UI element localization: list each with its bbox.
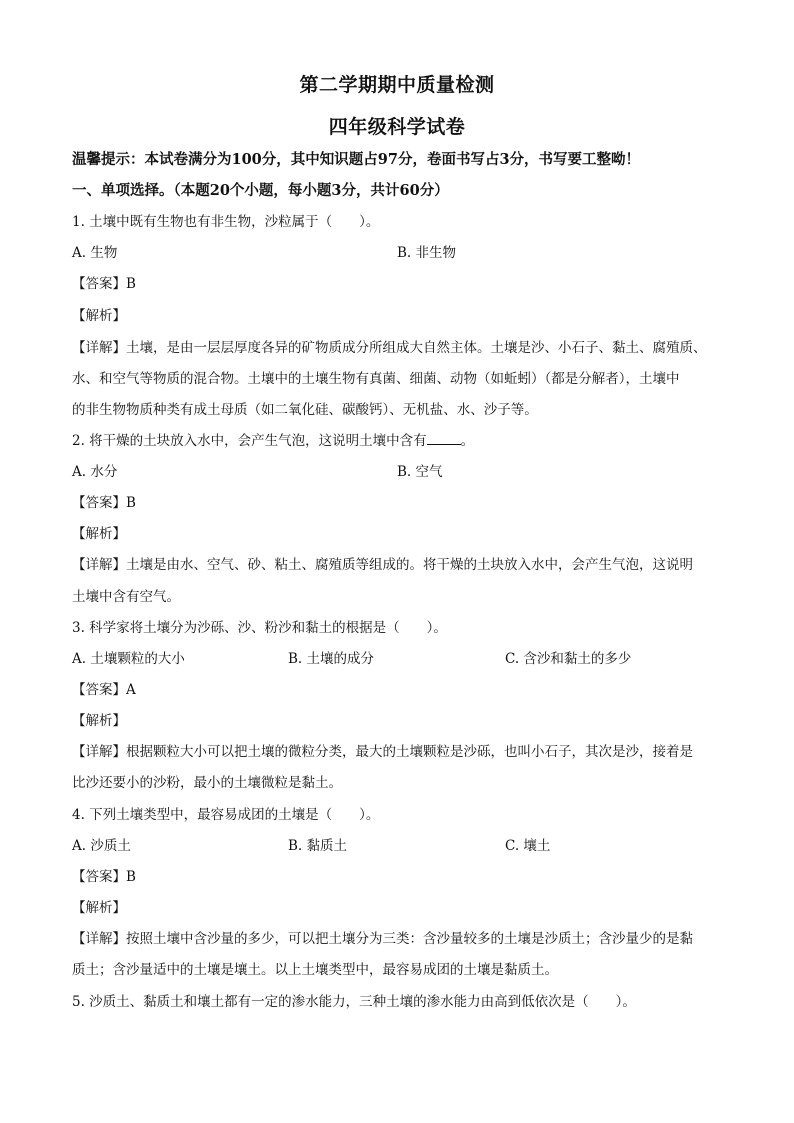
- question-2-option-a: A. 水分: [72, 464, 118, 480]
- question-3-option-a: A. 土壤颗粒的大小: [72, 651, 185, 667]
- question-2-detail-line-2: 土壤中含有空气。: [72, 589, 180, 605]
- question-3-option-c: C. 含沙和黏土的多少: [505, 651, 632, 667]
- question-4-option-b: B. 黏质土: [288, 838, 348, 854]
- question-2-stem: [72, 431, 732, 451]
- question-3-stem: 3. 科学家将土壤分为沙砾、沙、粉沙和黏土的根据是（ ）。: [72, 620, 447, 636]
- answer-blank: [427, 432, 461, 445]
- section-heading: 一、单项选择。（本题20个小题，每小题3分，共计60分）: [72, 182, 449, 199]
- question-4-option-c: C. 壤土: [505, 838, 551, 854]
- exam-subtitle: 四年级科学试卷: [328, 116, 466, 138]
- question-1-detail-line-3: 的非生物物质种类有成土母质（如二氧化硅、碳酸钙）、无机盐、水、沙子等。: [72, 402, 538, 418]
- question-2-detail-line-1: 【详解】土壤是由水、空气、砂、粘土、腐殖质等组成的。将干燥的土块放入水中，会产生气泡，这说明: [72, 557, 693, 573]
- question-1-option-b: B. 非生物: [397, 245, 457, 261]
- question-3-detail-line-2: 比沙还要小的沙粉，最小的土壤微粒是黏土。: [72, 775, 342, 791]
- question-3-analysis: 【解析】: [72, 713, 126, 729]
- question-1-answer: 【答案】B: [72, 276, 136, 292]
- question-3-answer: 【答案】A: [72, 682, 136, 698]
- question-2-answer: 【答案】B: [72, 495, 136, 511]
- question-4-detail-line-2: 质土；含沙量适中的土壤是壤土。以上土壤类型中，最容易成团的土壤是黏质土。: [72, 962, 558, 978]
- question-4-answer: 【答案】B: [72, 869, 136, 885]
- question-4-option-a: A. 沙质土: [72, 838, 131, 854]
- question-4-analysis: 【解析】: [72, 900, 126, 916]
- question-1-detail-line-1: 【详解】土壤，是由一层层厚度各异的矿物质成分所组成大自然主体。土壤是沙、小石子、黏土、腐殖质、: [72, 340, 707, 356]
- question-4-detail-line-1: 【详解】按照土壤中含沙量的多少，可以把土壤分为三类：含沙量较多的土壤是沙质土；含沙量少的是黏: [72, 931, 693, 947]
- question-1-analysis: 【解析】: [72, 308, 126, 324]
- question-5-stem: 5. 沙质土、黏质土和壤土都有一定的渗水能力，三种土壤的渗水能力由高到低依次是（ ）。: [72, 994, 636, 1010]
- question-2-option-b: B. 空气: [397, 464, 443, 480]
- question-2-stem-end: 。: [460, 433, 475, 449]
- question-3-option-b: B. 土壤的成分: [288, 651, 375, 667]
- question-1-stem: 1. 土壤中既有生物也有非生物，沙粒属于（ ）。: [72, 214, 380, 230]
- question-2-stem-text: 2. 将干燥的土块放入水中，会产生气泡，这说明土壤中含有: [72, 433, 427, 449]
- question-1-option-a: A. 生物: [72, 245, 118, 261]
- notice-text: 温馨提示：本试卷满分为100分，其中知识题占97分，卷面书写占3分，书写要工整呦！: [72, 151, 641, 168]
- exam-title: 第二学期期中质量检测: [299, 74, 495, 96]
- question-4-stem: 4. 下列土壤类型中，最容易成团的土壤是（ ）。: [72, 807, 380, 823]
- question-3-detail-line-1: 【详解】根据颗粒大小可以把土壤的微粒分类，最大的土壤颗粒是沙砾，也叫小石子，其次是沙，接着是: [72, 744, 693, 760]
- question-1-detail-line-2: 水、和空气等物质的混合物。土壤中的土壤生物有真菌、细菌、动物（如蚯蚓）（都是分解者），土壤中: [72, 371, 680, 387]
- question-2-analysis: 【解析】: [72, 526, 126, 542]
